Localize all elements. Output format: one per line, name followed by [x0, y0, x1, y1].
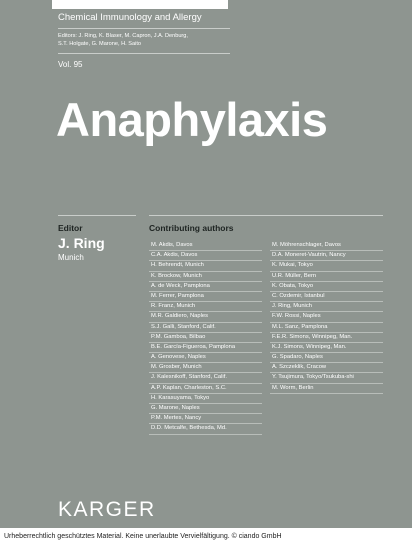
author-entry: R. Franz, Munich	[149, 302, 262, 312]
series-rule	[58, 28, 230, 29]
editors-rule	[58, 53, 230, 54]
copyright-footer: Urheberrechtlich geschütztes Material. Keine unerlaubte Vervielfältigung. © ciando GmbH	[4, 533, 282, 540]
author-entry: F.W. Rossi, Naples	[270, 312, 383, 322]
author-entry: A. de Weck, Pamplona	[149, 282, 262, 292]
author-entry: K. Brockow, Munich	[149, 272, 262, 282]
authors-column-right	[270, 241, 383, 394]
author-entry: A. Szczeklik, Cracow	[270, 363, 383, 373]
author-entry: M.R. Galdiero, Naples	[149, 312, 262, 322]
author-entry: K. Obata, Tokyo	[270, 282, 383, 292]
author-entry: D.A. Moneret-Vautrin, Nancy	[270, 251, 383, 261]
author-entry: M. Ferrer, Pamplona	[149, 292, 262, 302]
editor-rule	[58, 215, 136, 216]
author-entry: M. Worm, Berlin	[270, 384, 383, 394]
author-entry: Y. Tsujimura, Tokyo/Tsukuba-shi	[270, 373, 383, 383]
editor-label: Editor	[58, 223, 83, 233]
author-entry: P.M. Gamboa, Bilbao	[149, 333, 262, 343]
author-entry: S.J. Galli, Stanford, Calif.	[149, 323, 262, 333]
author-entry: M. Akdis, Davos	[149, 241, 262, 251]
authors-column-left	[149, 241, 262, 435]
author-entry: M.L. Sanz, Pamplona	[270, 323, 383, 333]
author-entry: B.E. García-Figueroa, Pamplona	[149, 343, 262, 353]
author-entry: J. Kalesnikoff, Stanford, Calif.	[149, 373, 262, 383]
book-title: Anaphylaxis	[56, 93, 328, 146]
top-white-bar	[52, 0, 228, 9]
author-entry: K. Mukai, Tokyo	[270, 261, 383, 271]
author-entry: H. Karasuyama, Tokyo	[149, 394, 262, 404]
author-entry: C. Ozdemir, Istanbul	[270, 292, 383, 302]
volume-number: Vol. 95	[58, 60, 83, 69]
author-entry: G. Spadaro, Naples	[270, 353, 383, 363]
author-entry: A.P. Kaplan, Charleston, S.C.	[149, 384, 262, 394]
author-entry: J. Ring, Munich	[270, 302, 383, 312]
author-entry: G. Marone, Naples	[149, 404, 262, 414]
author-entry: M. Grosber, Munich	[149, 363, 262, 373]
author-entry: F.E.R. Simons, Winnipeg, Man.	[270, 333, 383, 343]
editor-name: J. Ring	[58, 235, 105, 251]
author-entry: D.D. Metcalfe, Bethesda, Md.	[149, 424, 262, 434]
series-title: Chemical Immunology and Allergy	[58, 12, 202, 23]
author-entry: K.J. Simons, Winnipeg, Man.	[270, 343, 383, 353]
author-entry: H. Behrendt, Munich	[149, 261, 262, 271]
editor-city: Munich	[58, 253, 84, 262]
publisher-logo: KARGER	[58, 498, 156, 521]
contributors-label: Contributing authors	[149, 223, 234, 233]
contributors-rule	[149, 215, 383, 216]
author-entry: A. Genovese, Naples	[149, 353, 262, 363]
editors-line-1: Editors: J. Ring, K. Blaser, M. Capron, J.A. Denburg,	[58, 33, 188, 39]
author-entry: C.A. Akdis, Davos	[149, 251, 262, 261]
author-entry: U.R. Müller, Bern	[270, 272, 383, 282]
editors-line-2: S.T. Holgate, G. Marone, H. Saito	[58, 41, 142, 47]
author-entry: P.M. Mertes, Nancy	[149, 414, 262, 424]
author-entry: M. Möhrenschlager, Davos	[270, 241, 383, 251]
